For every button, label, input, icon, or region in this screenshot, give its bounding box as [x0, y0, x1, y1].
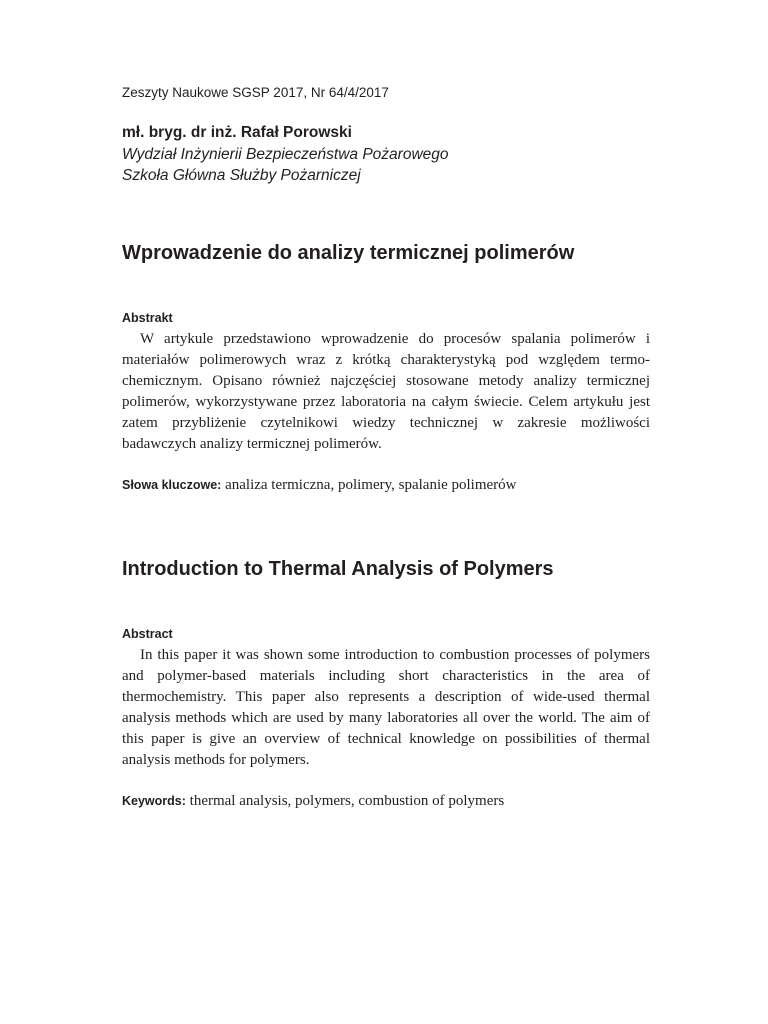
keywords-label-polish: Słowa kluczowe:	[122, 478, 222, 492]
keywords-polish	[122, 477, 517, 494]
journal-citation: Zeszyty Naukowe SGSP 2017, Nr 64/4/2017	[122, 85, 389, 100]
abstract-text-polish: W artykule przedstawiono wprowadzenie do procesów spalania polimerów i materiałów polimerowych wraz z krótką charakterystyką pod względem termochemicznym. Opisano również najczęściej stosowane metody analizy termicznej polimerów, wykorzystywane przez laboratoria na całym świecie. Celem artykułu jest zatem przybliżenie czytelnikowi wiedzy technicznej w zakresie możliwości badawczych analizy termicznej polimerów.	[122, 331, 650, 452]
keywords-value-polish: analiza termiczna, polimery, spalanie polimerów	[225, 477, 517, 493]
author-affiliation-faculty: Wydział Inżynierii Bezpieczeństwa Pożarowego	[122, 146, 449, 163]
abstract-text-english: In this paper it was shown some introduction to combustion processes of polymers and polymer-based materials including short characteristics in the area of thermochemistry. This paper also represents a description of wide-used thermal analysis methods which are used by many laboratories all over the world. The aim of this paper is give an overview of technical knowledge on possibilities of thermal analysis methods for polymers.	[122, 647, 650, 768]
abstract-label-english: Abstract	[122, 627, 173, 641]
author-affiliation-school: Szkoła Główna Służby Pożarniczej	[122, 167, 361, 184]
title-polish: Wprowadzenie do analizy termicznej polimerów	[122, 242, 575, 264]
keywords-label-english: Keywords:	[122, 794, 186, 808]
author-name: mł. bryg. dr inż. Rafał Porowski	[122, 124, 352, 141]
keywords-english	[122, 793, 504, 810]
abstract-label-polish: Abstrakt	[122, 311, 173, 325]
keywords-value-english: thermal analysis, polymers, combustion of polymers	[189, 793, 505, 809]
title-english: Introduction to Thermal Analysis of Polymers	[122, 558, 554, 580]
